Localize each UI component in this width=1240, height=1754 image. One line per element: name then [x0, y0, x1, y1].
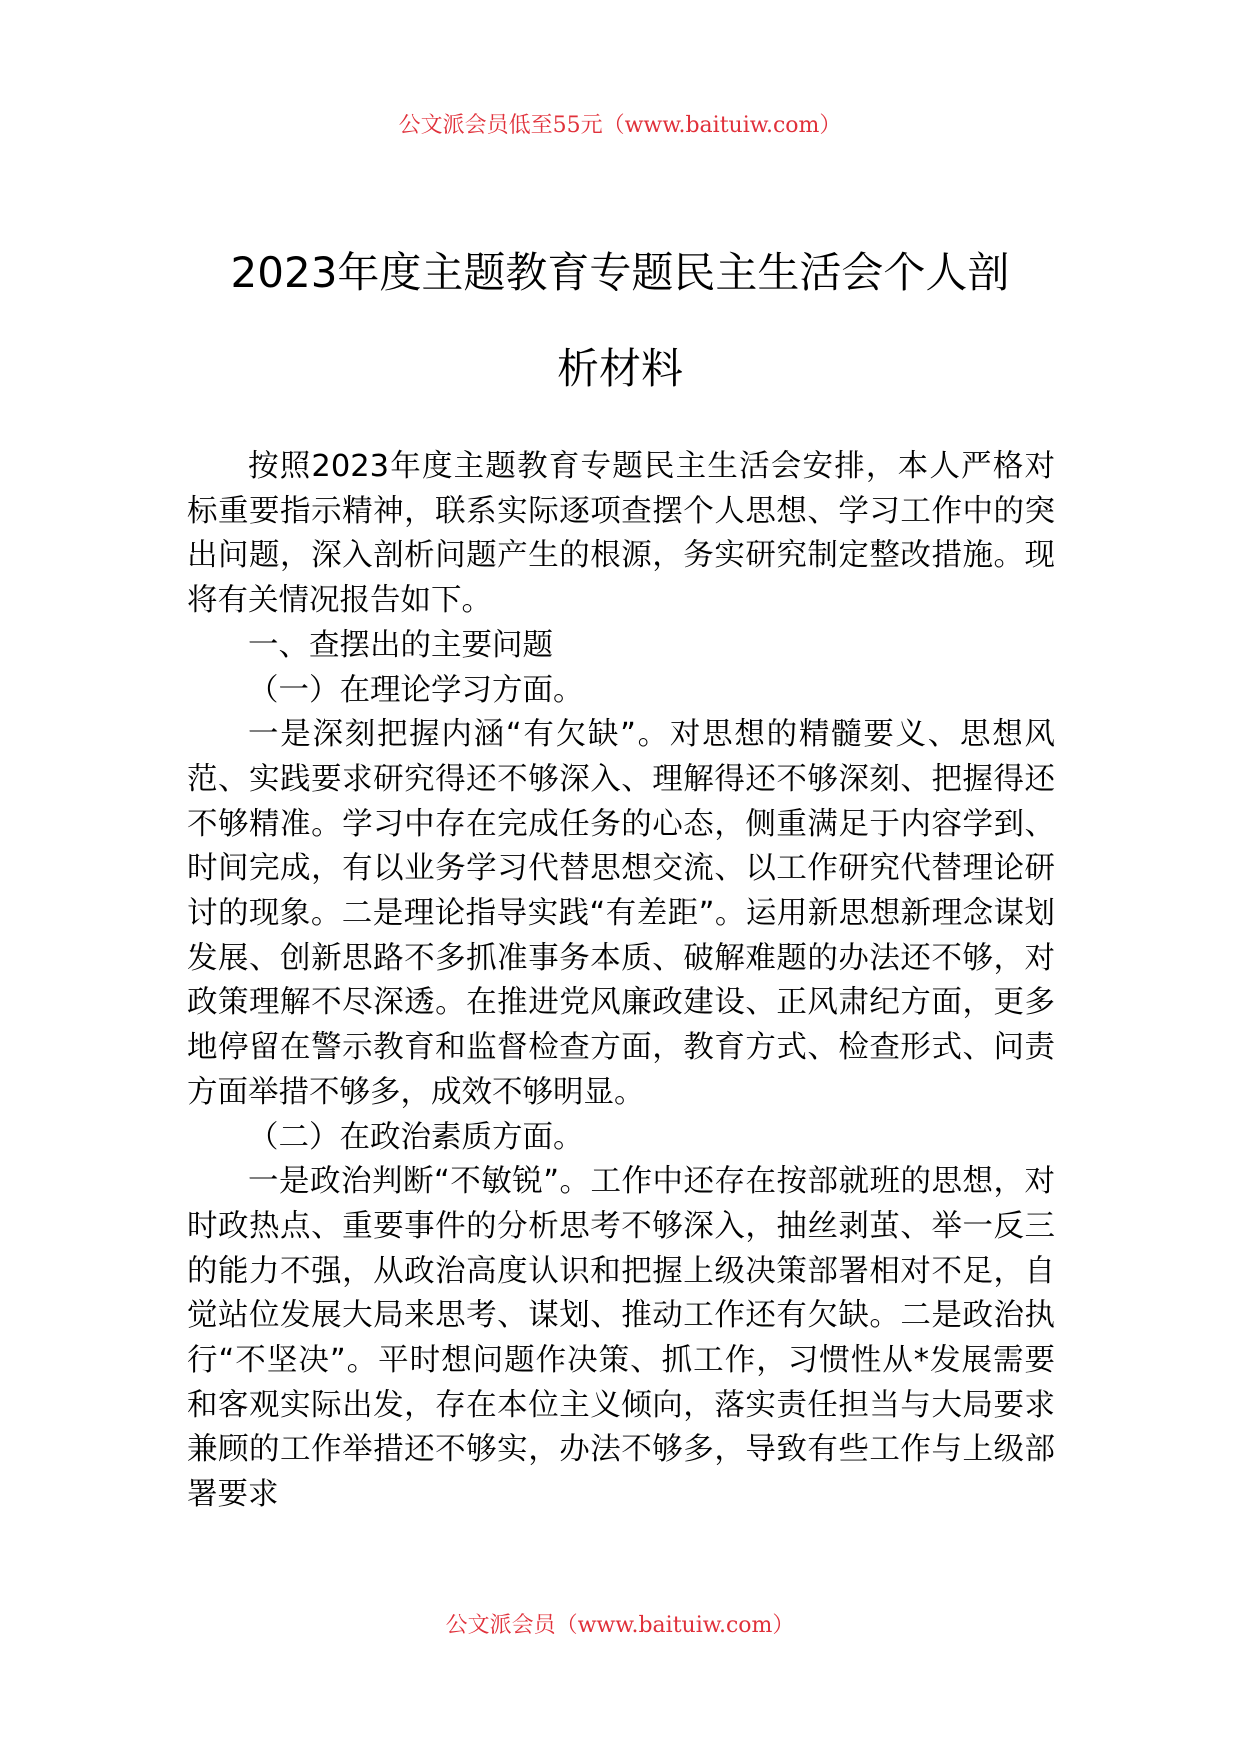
paragraph-theory-study: 一是深刻把握内涵“有欠缺”。对思想的精髓要义、思想风范、实践要求研究得还不够深入、理解得还不够深刻、把握得还不够精准。学习中存在完成任务的心态，侧重满足于内容学到、时间完成，有以业务学习代替思想交流、以工作研究代替理论研讨的现象。二是理论指导实践“有差距”。运用新思想新理念谋划发展、创新思路不多抓准事务本质、破解难题的办法还不够，对政策理解不尽深透。在推进党风廉政建设、正风肃纪方面，更多地停留在警示教育和监督检查方面，教育方式、检查形式、问责方面举措不够多，成效不够明显。	[187, 717, 1055, 1110]
subsection-heading-political-quality: （二）在政治素质方面。	[248, 1119, 584, 1155]
paragraph-intro: 按照2023年度主题教育专题民主生活会安排，本人严格对标重要指示精神，联系实际逐项查摆个人思想、学习工作中的突出问题，深入剖析问题产生的根源，务实研究制定整改措施。现将有关情况报告如下。	[187, 449, 1055, 619]
header-promo-link[interactable]: 公文派会员低至55元（www.baituiw.com）	[398, 113, 842, 138]
footer-promo-link[interactable]: 公文派会员（www.baituiw.com）	[445, 1613, 795, 1638]
document-title	[150, 225, 1090, 417]
document-body	[187, 445, 1055, 1518]
document-title-line-2: 析材料	[556, 344, 683, 393]
section-heading-main-problems: 一、查摆出的主要问题	[248, 627, 553, 663]
paragraph-political-quality: 一是政治判断“不敏锐”。工作中还存在按部就班的思想，对时政热点、重要事件的分析思考不够深入，抽丝剥茧、举一反三的能力不强，从政治高度认识和把握上级决策部署相对不足，自觉站位发展大局来思考、谋划、推动工作还有欠缺。二是政治执行“不坚决”。平时想问题作决策、抓工作，习惯性从*发展需要和客观实际出发，存在本位主义倾向，落实责任担当与大局要求兼顾的工作举措还不够实，办法不够多，导致有些工作与上级部署要求	[187, 1164, 1055, 1513]
document-title-line-1: 2023年度主题教育专题民主生活会个人剖	[230, 248, 1010, 297]
subsection-heading-theory-study: （一）在理论学习方面。	[248, 672, 584, 708]
